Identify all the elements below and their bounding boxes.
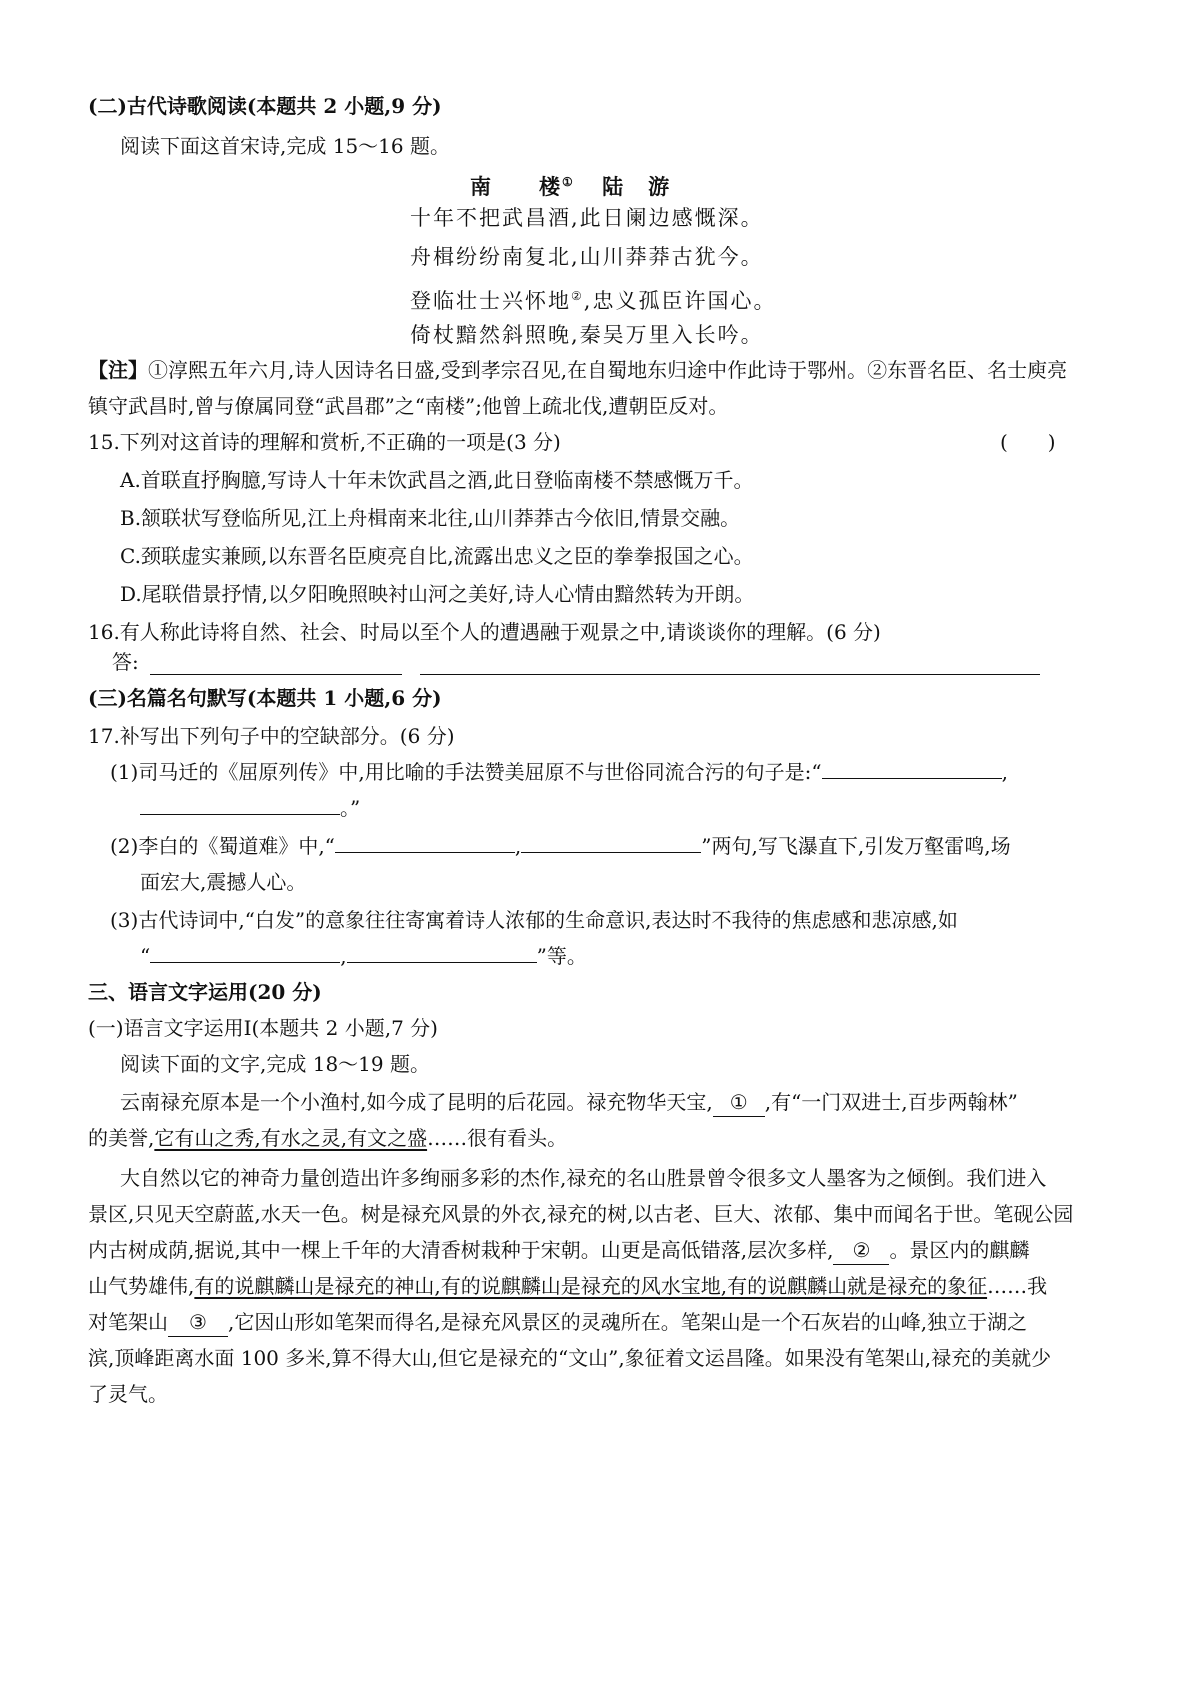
- q16-answer-line-1[interactable]: [150, 674, 402, 675]
- q16-answer-line-2[interactable]: [420, 674, 1040, 675]
- section-heading-recitation: (三)名篇名句默写(本题共 1 小题,6 分): [88, 686, 442, 710]
- q17-item-3: (3)古代诗词中,“白发”的意象往往寄寓着诗人浓郁的生命意识,表达时不我待的焦虑感和悲凉感,如: [110, 908, 958, 932]
- q17-blank-3a[interactable]: [150, 942, 340, 963]
- passage-p1-line-2: [88, 1124, 567, 1152]
- q17-item-1-comma: ,: [1001, 760, 1009, 784]
- q17-blank-1a[interactable]: [822, 758, 1002, 779]
- q17-item-1-cont: [140, 794, 360, 822]
- part-3-heading: 三、语言文字运用(20 分): [88, 980, 322, 1004]
- poem-line-3-first: 登临壮士兴怀地: [410, 289, 571, 313]
- q15-option-d: D.尾联借景抒情,以夕阳晚照映衬山河之美好,诗人心情由黯然转为开朗。: [120, 582, 755, 606]
- q17-item-1-end: 。”: [340, 796, 361, 820]
- note-text-1: ①淳熙五年六月,诗人因诗名日盛,受到孝宗召见,在自蜀地东归途中作此诗于鄂州。②东晋名臣、名士庾亮: [148, 358, 1068, 382]
- passage-p2-text-f: ,它因山形如笔架而得名,是禄充风景区的灵魂所在。笔架山是一个石灰岩的山峰,独立于湖之: [228, 1310, 1028, 1334]
- q15-option-a: A.首联直抒胸臆,写诗人十年未饮武昌之酒,此日登临南楼不禁感慨万千。: [120, 468, 754, 492]
- q17-item-2-line-2: 面宏大,震撼人心。: [140, 870, 307, 894]
- poem-line-3-footnote-mark: ②: [571, 289, 584, 303]
- q17-blank-1b[interactable]: [140, 794, 340, 815]
- passage-p2-text-d: ……我: [987, 1274, 1048, 1298]
- q17-item-2-text-cont: ”两句,写飞瀑直下,引发万壑雷鸣,场: [701, 834, 1011, 858]
- note-line-1: [88, 356, 1067, 384]
- poem-title: 南 楼: [470, 174, 562, 199]
- poem-line-2: 舟楫纷纷南复北,山川莽莽古犹今。: [410, 245, 764, 269]
- passage-p1-line-1: [120, 1088, 1018, 1117]
- passage-p2-line-6: 滨,顶峰距离水面 100 多米,算不得大山,但它是禄充的“文山”,象征着文运昌隆。如果没有笔架山,禄充的美就少: [88, 1346, 1052, 1370]
- q17-item-1: [110, 758, 1008, 786]
- q17-item-1-text: (1)司马迁的《屈原列传》中,用比喻的手法赞美屈原不与世俗同流合污的句子是:“: [110, 760, 822, 784]
- passage-p2-text-b: 。景区内的麒麟: [889, 1238, 1030, 1262]
- q17-blank-3b[interactable]: [347, 942, 537, 963]
- passage-p2-text-c: 山气势雄伟,: [88, 1274, 195, 1298]
- q17-item-3-cont: [140, 942, 587, 970]
- note-label: 【注】: [88, 358, 148, 382]
- q16-stem: 16.有人称此诗将自然、社会、时局以至个人的遭遇融于观景之中,请谈谈你的理解。(6 分): [88, 620, 881, 644]
- passage-p2-line-3: [88, 1236, 1029, 1265]
- section-heading-poetry: (二)古代诗歌阅读(本题共 2 小题,9 分): [88, 94, 442, 118]
- passage-p2-line-5: [88, 1308, 1027, 1337]
- poem-line-4: 倚杖黯然斜照晚,秦吴万里入长吟。: [410, 323, 764, 347]
- passage-p1-text-b: ,有“一门双进士,百步两翰林”: [764, 1090, 1018, 1114]
- note-line-2: 镇守武昌时,曾与僚属同登“武昌郡”之“南楼”;他曾上疏北伐,遭朝臣反对。: [88, 394, 729, 418]
- passage-underlined-1: 它有山之秀,有水之灵,有文之盛: [154, 1126, 428, 1150]
- q17-blank-2b[interactable]: [521, 832, 701, 853]
- passage-p2-line-1: 大自然以它的神奇力量创造出许多绚丽多彩的杰作,禄充的名山胜景曾令很多文人墨客为之倾倒。我们进入: [120, 1166, 1047, 1190]
- passage-p1-text-a: 云南禄充原本是一个小渔村,如今成了昆明的后花园。禄充物华天宝,: [120, 1090, 713, 1114]
- q17-item-3-comma: ,: [340, 944, 347, 968]
- blank-1[interactable]: ①: [713, 1088, 765, 1117]
- q15-option-b: B.颔联状写登临所见,江上舟楫南来北往,山川莽莽古今依旧,情景交融。: [120, 506, 741, 530]
- q17-item-2-comma: ,: [514, 834, 522, 858]
- poem-line-3-rest: ,忠义孤臣许国心。: [583, 289, 777, 313]
- q15-answer-bracket[interactable]: ( ): [1000, 430, 1056, 454]
- q17-stem: 17.补写出下列句子中的空缺部分。(6 分): [88, 724, 455, 748]
- q17-item-2-text: (2)李白的《蜀道难》中,“: [110, 834, 335, 858]
- q17-item-3-end: ”等。: [536, 944, 587, 968]
- q17-item-3-open-quote: “: [140, 944, 151, 968]
- passage-p2-line-7: 了灵气。: [88, 1382, 168, 1406]
- poem-title-footnote-mark: ①: [562, 175, 575, 189]
- blank-3[interactable]: ③: [168, 1308, 228, 1337]
- passage-underlined-2: 有的说麒麟山是禄充的神山,有的说麒麟山是禄充的风水宝地,有的说麒麟山就是禄充的象征: [194, 1274, 988, 1298]
- poem-title-line: [470, 168, 671, 201]
- part-3-sub-heading: (一)语言文字运用Ⅰ(本题共 2 小题,7 分): [88, 1016, 438, 1040]
- passage-p1-text-d: ……很有看头。: [427, 1126, 568, 1150]
- instruction-poetry: 阅读下面这首宋诗,完成 15～16 题。: [120, 134, 450, 158]
- q16-answer-label: 答:: [112, 650, 139, 674]
- q17-item-2: [110, 832, 1011, 860]
- passage-p2-line-4: [88, 1272, 1047, 1300]
- passage-p2-text-a: 内古树成荫,据说,其中一棵上千年的大清香树栽种于宋朝。山更是高低错落,层次多样,: [88, 1238, 834, 1262]
- q15-option-c: C.颈联虚实兼顾,以东晋名臣庾亮自比,流露出忠义之臣的拳拳报国之心。: [120, 544, 754, 568]
- q17-blank-2a[interactable]: [335, 832, 515, 853]
- passage-p2-text-e: 对笔架山: [88, 1310, 168, 1334]
- passage-p1-text-c: 的美誉,: [88, 1126, 155, 1150]
- poem-author: 陆 游: [602, 174, 672, 199]
- poem-line-3: [410, 282, 776, 315]
- q15-stem: 15.下列对这首诗的理解和赏析,不正确的一项是(3 分): [88, 430, 561, 454]
- passage-p2-line-2: 景区,只见天空蔚蓝,水天一色。树是禄充风景的外衣,禄充的树,以古老、巨大、浓郁、集中而闻名于世。笔砚公园: [88, 1202, 1074, 1226]
- blank-2[interactable]: ②: [833, 1236, 889, 1265]
- poem-line-1: 十年不把武昌酒,此日阑边感慨深。: [410, 206, 764, 230]
- part-3-instruction: 阅读下面的文字,完成 18～19 题。: [120, 1052, 430, 1076]
